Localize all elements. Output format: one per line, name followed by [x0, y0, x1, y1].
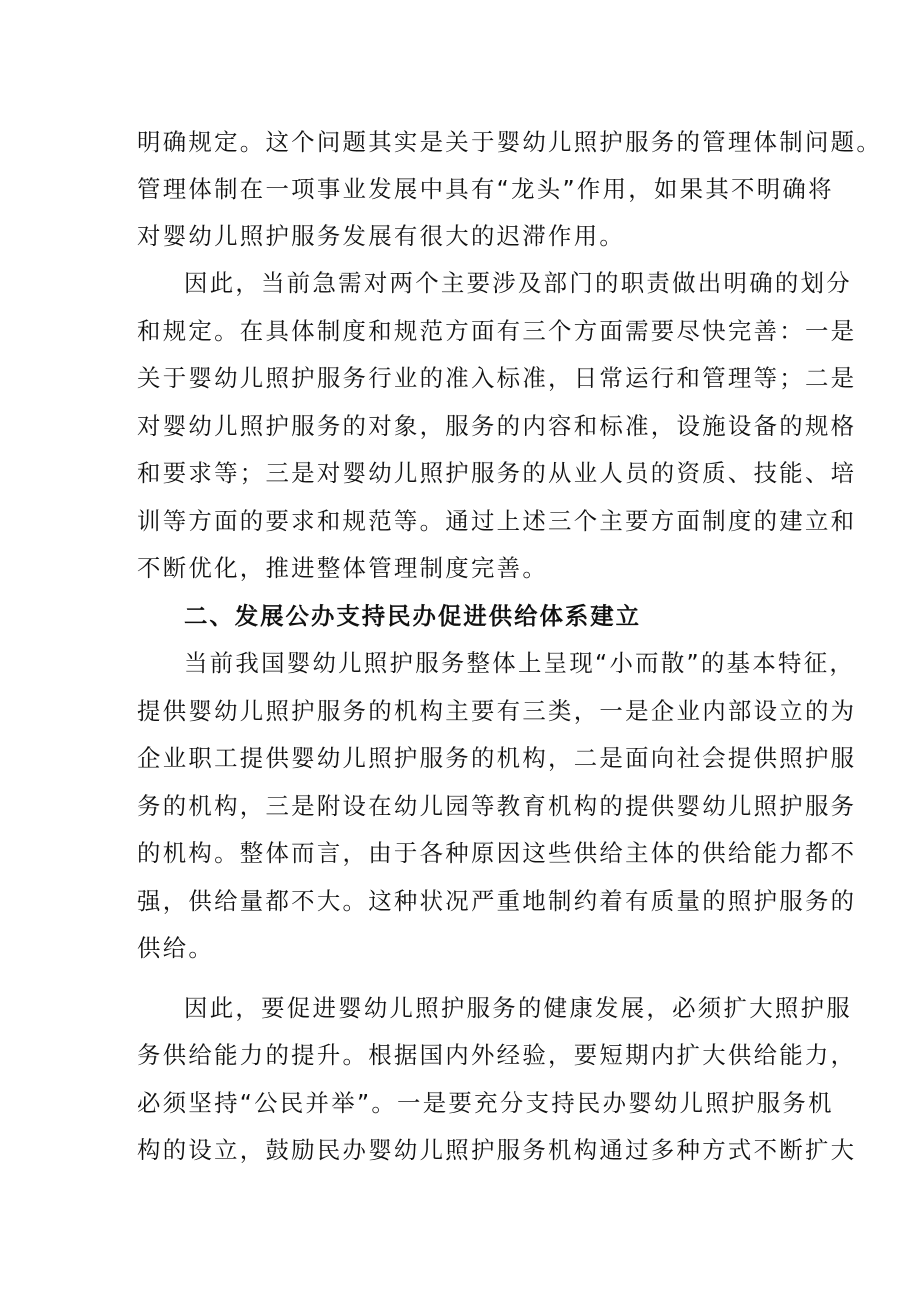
paragraph-2-line-2: 和规定。在具体制度和规范方面有三个方面需要尽快完善：一是: [137, 317, 857, 345]
paragraph-1-line-1: 明确规定。这个问题其实是关于婴幼儿照护服务的管理体制问题。: [137, 128, 883, 156]
paragraph-2-line-3: 关于婴幼儿照护服务行业的准入标准，日常运行和管理等；二是: [137, 364, 857, 392]
paragraph-3-line-7: 供给。: [137, 934, 215, 962]
paragraph-4-line-1: 因此，要促进婴幼儿照护服务的健康发展，必须扩大照护服: [184, 994, 852, 1022]
paragraph-2-line-1: 因此，当前急需对两个主要涉及部门的职责做出明确的划分: [184, 269, 852, 297]
paragraph-3-line-2: 提供婴幼儿照护服务的机构主要有三类，一是企业内部设立的为: [137, 697, 857, 725]
paragraph-2-line-7: 不断优化，推进整体管理制度完善。: [137, 554, 549, 582]
paragraph-4-line-2: 务供给能力的提升。根据国内外经验，要短期内扩大供给能力，: [137, 1041, 857, 1069]
paragraph-3-line-3: 企业职工提供婴幼儿照护服务的机构，二是面向社会提供照护服: [137, 744, 857, 772]
paragraph-3-line-1: 当前我国婴幼儿照护服务整体上呈现“小而散”的基本特征，: [184, 649, 856, 677]
paragraph-2-line-6: 训等方面的要求和规范等。通过上述三个主要方面制度的建立和: [137, 507, 857, 535]
paragraph-3-line-6: 强，供给量都不大。这种状况严重地制约着有质量的照护服务的: [137, 887, 857, 915]
paragraph-2-line-4: 对婴幼儿照护服务的对象，服务的内容和标准，设施设备的规格: [137, 412, 857, 440]
paragraph-3-line-5: 的机构。整体而言，由于各种原因这些供给主体的供给能力都不: [137, 839, 857, 867]
paragraph-4-line-4: 构的设立，鼓励民办婴幼儿照护服务机构通过多种方式不断扩大: [137, 1136, 857, 1164]
section-heading: 二、发展公办支持民办促进供给体系建立: [184, 602, 642, 630]
paragraph-1-line-3: 对婴幼儿照护服务发展有很大的迟滞作用。: [137, 222, 626, 250]
paragraph-4-line-3: 必须坚持“公民并举”。一是要充分支持民办婴幼儿照护服务机: [137, 1089, 834, 1117]
paragraph-3-line-4: 务的机构，三是附设在幼儿园等教育机构的提供婴幼儿照护服务: [137, 792, 857, 820]
paragraph-2-line-5: 和要求等；三是对婴幼儿照护服务的从业人员的资质、技能、培: [137, 459, 857, 487]
paragraph-1-line-2: 管理体制在一项事业发展中具有“龙头”作用，如果其不明确将: [137, 175, 834, 203]
